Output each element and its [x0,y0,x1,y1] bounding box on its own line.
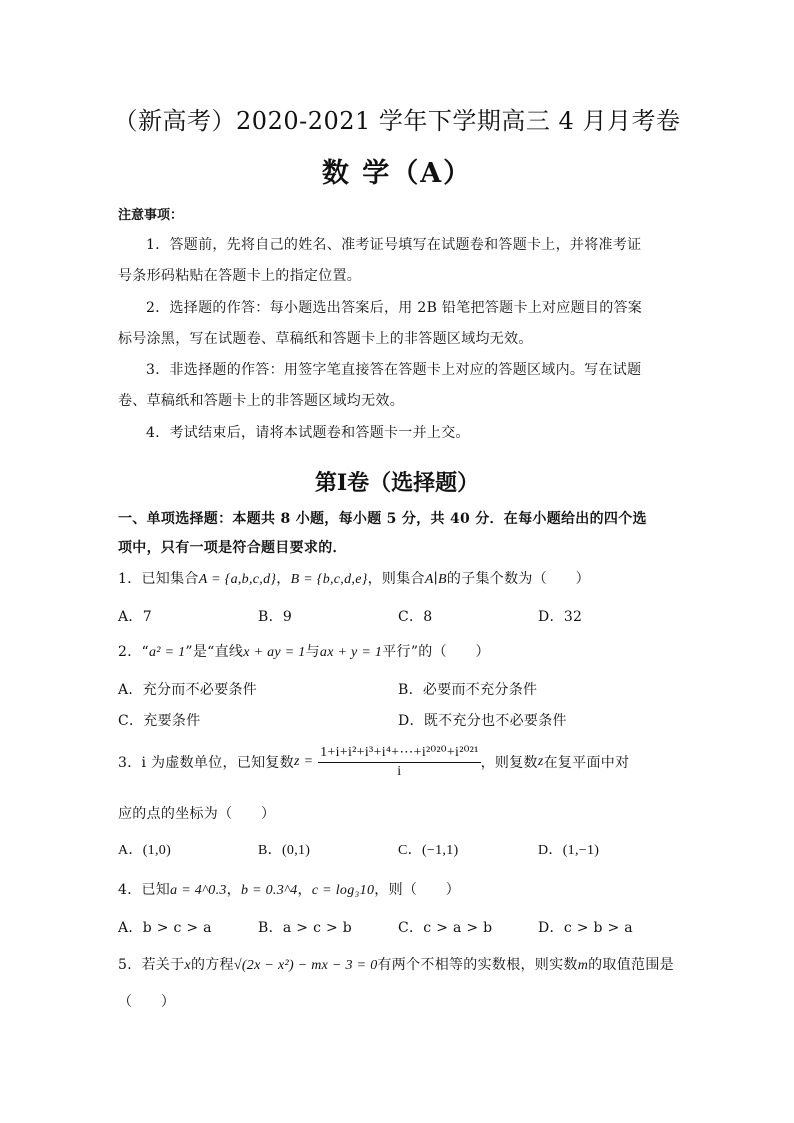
q1-set-a: A = {a,b,c,d} [198,572,277,587]
q3-prefix: 3．i 为虚数单位，已知复数 [118,755,295,771]
notice-item: 号条形码粘贴在答题卡上的指定位置。 [118,268,362,284]
question-5 [118,954,674,974]
q5-equation: √(2x − x²) − mx − 3 = 0 [233,958,378,973]
question-4: 4．已知a = 4^0.3，b = 0.3^4，c = log₃10，则（ ） [118,882,461,898]
q2-suffix: 平行”的（ ） [382,644,490,660]
q3-option: A．(1,0) [118,843,172,858]
q5-line2: （ ） [118,994,176,1010]
q2-line2: ax + y = 1 [319,645,383,660]
q3-option: B．(0,1) [258,843,311,858]
q3-var: z = [294,754,314,769]
q2-option: D．既不充分也不必要条件 [398,713,567,729]
q2-option: A．充分而不必要条件 [118,682,258,698]
q3-denominator: i [397,764,402,779]
section-instruction: 一、单项选择题：本题共 8 小题，每小题 5 分，共 40 分．在每小题给出的四个选 [118,511,647,527]
q5-suffix: 的取值范围是 [588,957,674,973]
exam-title: （新高考）2020-2021 学年下学期高三 4 月月考卷 [113,107,681,135]
q4-a: a = 4^0.3 [170,883,227,898]
notice-item: 卷、草稿纸和答题卡上的非答题区域均无效。 [118,393,404,409]
q2-option: C．充要条件 [118,713,201,729]
notice-item: 3．非选择题的作答：用签字笔直接答在答题卡上对应的答题区域内。写在试题 [146,362,642,378]
q4-c: c = log₃10 [311,883,375,898]
q2-line1: x + ay = 1 [243,645,306,660]
q3-option: C．(−1,1) [398,843,459,858]
section-title: 第Ⅰ卷（选择题） [314,470,480,496]
q2-mid1: ”是“直线 [185,644,244,660]
q2-condition: a² = 1 [148,645,186,660]
notice-item: 4．考试结束后，请将本试题卷和答题卡一并上交。 [146,425,470,441]
q4-prefix: 4．已知 [118,882,171,898]
q1-option: B．9 [258,609,293,625]
notice-item: 1．答题前，先将自己的姓名、准考证号填写在试题卷和答题卡上，并将准考证 [146,237,642,253]
notice-heading: 注意事项： [118,208,184,223]
q3-fraction [318,744,481,780]
notice-item: 标号涂黑，写在试题卷、草稿纸和答题卡上的非答题区域均无效。 [118,331,533,347]
q3-suffix: ，则复数 [480,755,538,771]
q3-suffix2: 在复平面中对 [543,755,630,771]
q1-set-b: B = {b,c,d,e} [290,572,368,587]
q1-option: D．32 [538,609,583,625]
q4-option: D．c > b > a [538,920,633,936]
q1-suffix: 的子集个数为（ ） [446,571,590,587]
q2-mid2: 与 [305,644,320,660]
q4-option: C．c > a > b [398,920,493,936]
question-3 [118,744,629,780]
q3-option: D．(1,−1) [538,843,600,858]
q1-option: A．7 [118,609,152,625]
q4-option: A．b > c > a [118,920,212,936]
q2-option: B．必要而不充分条件 [398,682,538,698]
q5-m: m [577,958,589,973]
q4-option: B．a > c > b [258,920,352,936]
q1-middle: ，则集合 [367,571,425,587]
q3-numerator: 1+i+i²+i³+i⁴+⋯+i²⁰²⁰+i²⁰²¹ [318,744,481,763]
q5-mid2: 有两个不相等的实数根，则实数 [377,957,578,973]
q4-suffix: ，则（ ） [374,882,461,898]
q5-x: x [184,958,191,973]
notice-item: 2．选择题的作答：每小题选出答案后，用 2B 铅笔把答题卡上对应题目的答案 [146,300,643,316]
q5-prefix: 5．若关于 [118,957,185,973]
q1-expr: A∣B [424,572,447,587]
q3-z: z [537,754,544,769]
section-instruction: 项中，只有一项是符合题目要求的． [118,540,347,556]
question-2 [118,641,490,661]
q5-mid: 的方程 [190,957,234,973]
q1-option: C．8 [398,609,433,625]
q3-line2: 应的点的坐标为（ ） [118,806,276,822]
question-1: 1．已知集合A = {a,b,c,d}，B = {b,c,d,e}，则集合A∣B的子集个数为（ ） [118,571,590,587]
q1-prefix: 1．已知集合 [118,571,199,587]
q2-prefix: 2．“ [118,644,149,660]
subject-title: 数 学（A） [321,158,473,189]
q4-b: b = 0.3^4 [240,883,298,898]
